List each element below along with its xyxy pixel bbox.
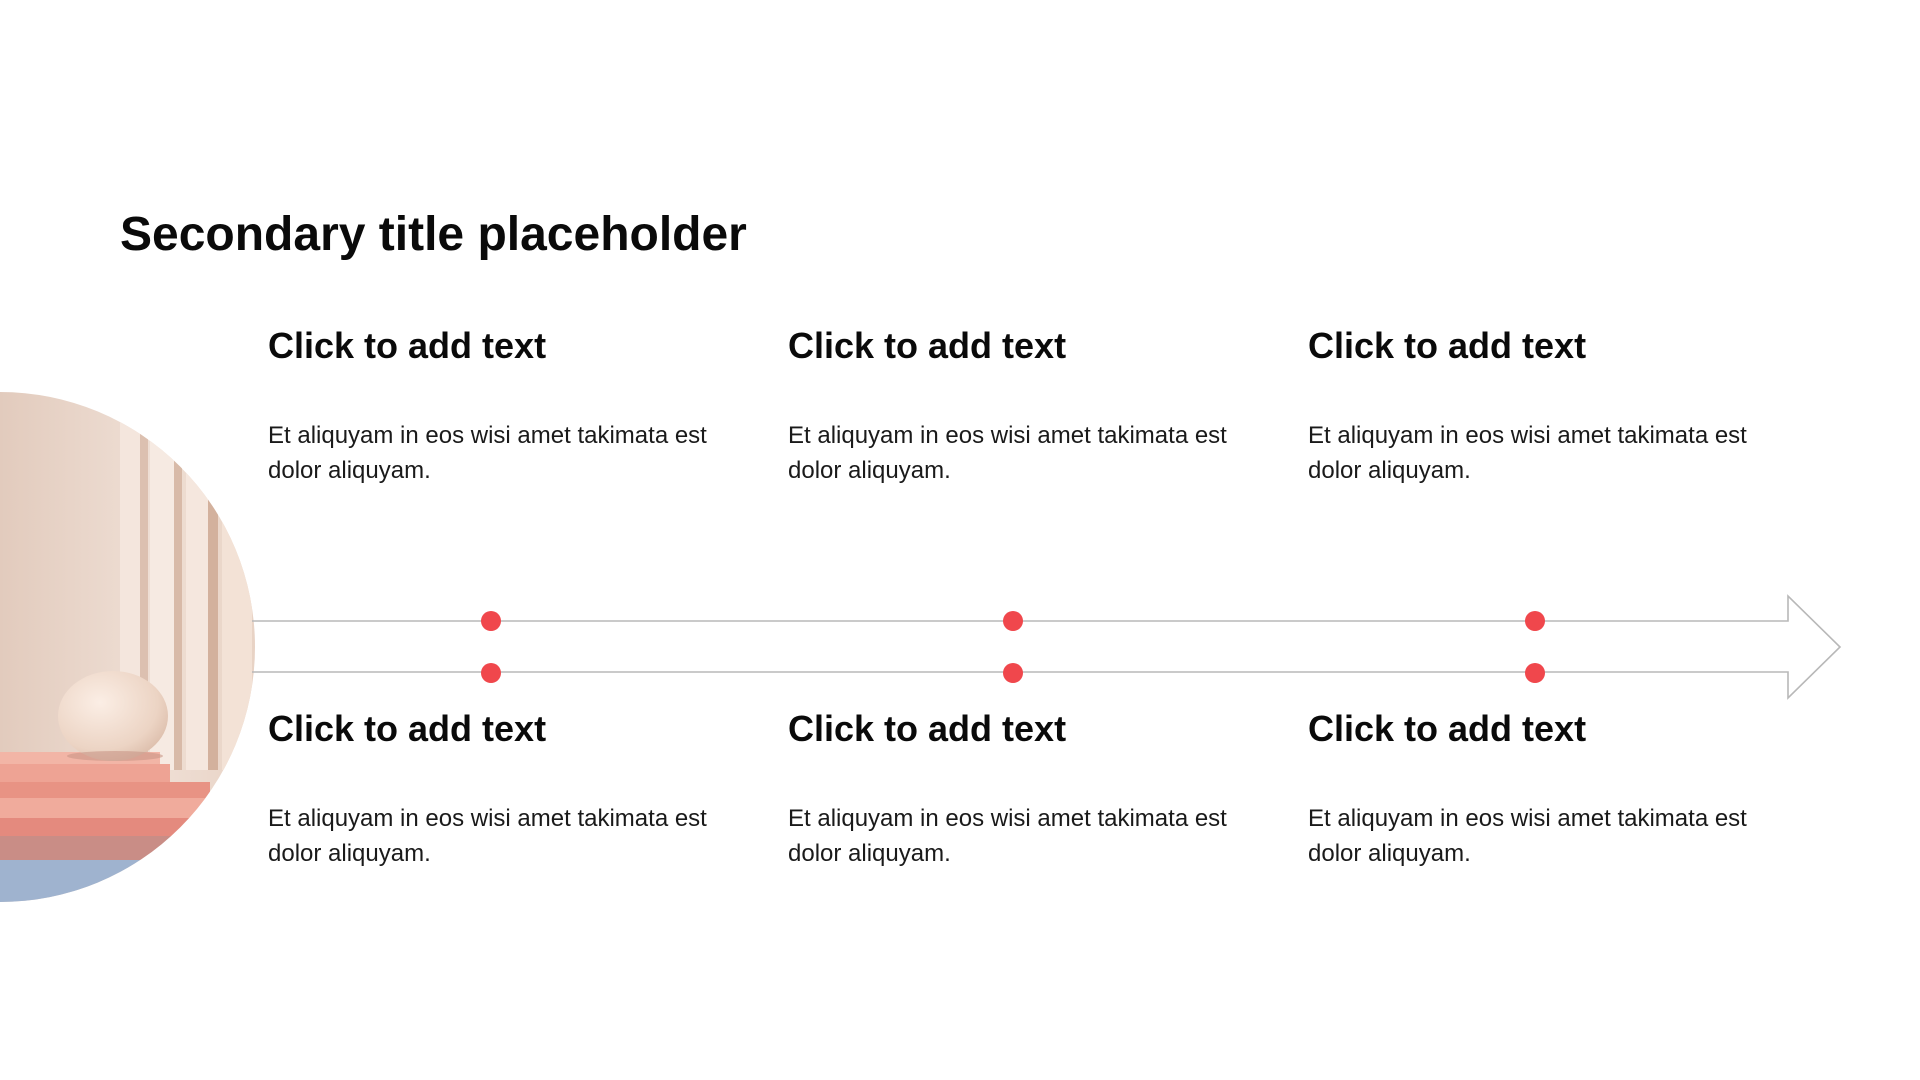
block-heading[interactable]: Click to add text [788, 708, 1067, 749]
block-body[interactable]: Et aliquyam in eos wisi amet takimata est dolor aliquyam. [268, 422, 707, 484]
bottom-text-block-1[interactable] [268, 707, 738, 871]
red-dot-icon [1525, 611, 1545, 631]
red-dot-icon [1525, 663, 1545, 683]
block-heading[interactable]: Click to add text [268, 708, 547, 749]
top-text-block-3[interactable] [1308, 324, 1778, 488]
block-body[interactable]: Et aliquyam in eos wisi amet takimata est dolor aliquyam. [1308, 805, 1747, 867]
block-heading[interactable]: Click to add text [788, 325, 1067, 366]
top-text-block-2[interactable] [788, 324, 1258, 488]
block-body[interactable]: Et aliquyam in eos wisi amet takimata est dolor aliquyam. [268, 805, 707, 867]
interior-3d-scene-image [0, 390, 260, 910]
red-dot-icon [1003, 663, 1023, 683]
red-dot-icon [1003, 611, 1023, 631]
block-body[interactable]: Et aliquyam in eos wisi amet takimata est dolor aliquyam. [788, 805, 1227, 867]
block-heading[interactable]: Click to add text [1308, 325, 1587, 366]
block-body[interactable]: Et aliquyam in eos wisi amet takimata est dolor aliquyam. [788, 422, 1227, 484]
block-heading[interactable]: Click to add text [1308, 708, 1587, 749]
block-body[interactable]: Et aliquyam in eos wisi amet takimata est dolor aliquyam. [1308, 422, 1747, 484]
slide-title[interactable]: Secondary title placeholder [120, 208, 747, 261]
top-text-block-1[interactable] [268, 324, 738, 488]
red-dot-icon [481, 611, 501, 631]
block-heading[interactable]: Click to add text [268, 325, 547, 366]
bottom-text-block-3[interactable] [1308, 707, 1778, 871]
bottom-text-block-2[interactable] [788, 707, 1258, 871]
red-dot-icon [481, 663, 501, 683]
